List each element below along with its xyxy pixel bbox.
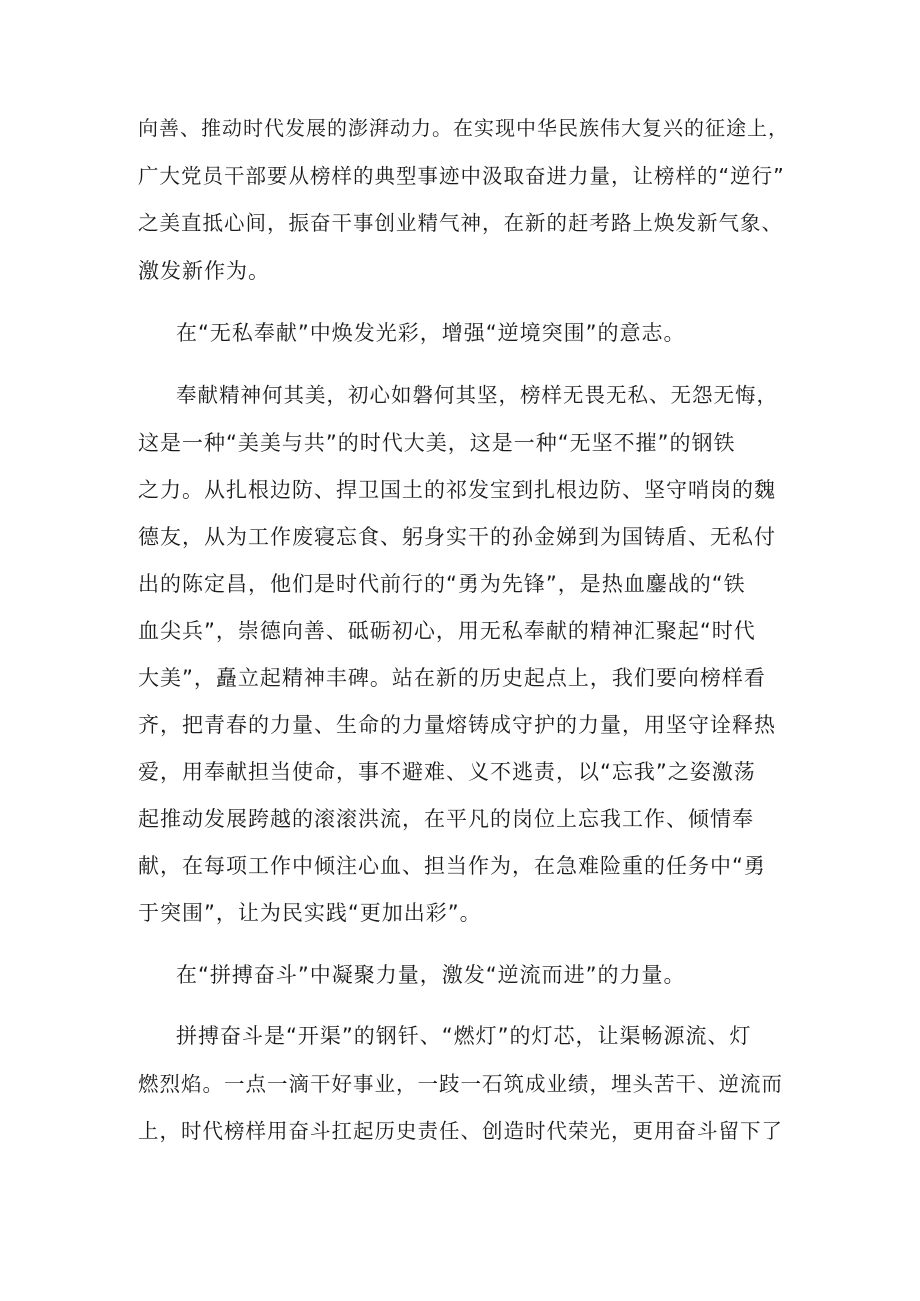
section-heading: 在“拼搏奋斗”中凝聚力量，激发“逆流而进”的力量。 — [176, 963, 686, 987]
text-line: 血尖兵”，崇德向善、砥砺初心，用无私奉献的精神汇聚起“时代 — [138, 619, 756, 643]
section-heading: 在“无私奉献”中焕发光彩，增强“逆境突围”的意志。 — [176, 321, 686, 345]
text-line: 献，在每项工作中倾注心血、担当作为，在急难险重的任务中“勇 — [138, 854, 766, 878]
text-line: 激发新作为。 — [138, 259, 270, 283]
text-line: 向善、推动时代发展的澎湃动力。在实现中华民族伟大复兴的征途上， — [138, 116, 789, 140]
text-line: 上，时代榜样用奋斗扛起历史责任、创造时代荣光，更用奋斗留下了 — [138, 1119, 783, 1143]
text-line: 广大党员干部要从榜样的典型事迹中汲取奋进力量，让榜样的“逆行” — [138, 164, 785, 188]
text-line: 齐，把青春的力量、生命的力量熔铸成守护的力量，用坚守诠释热 — [138, 713, 776, 737]
text-line: 爱，用奉献担当使命，事不避难、义不逃责，以“忘我”之姿激荡 — [138, 760, 756, 784]
text-line: 德友，从为工作废寝忘食、躬身实干的孙金娣到为国铸盾、无私付 — [138, 525, 776, 549]
text-line: 之力。从扎根边防、捍卫国土的祁发宝到扎根边防、坚守哨岗的魏 — [138, 478, 776, 502]
text-line: 出的陈定昌，他们是时代前行的“勇为先锋”，是热血鏖战的“铁 — [138, 572, 746, 596]
text-line: 于突围”，让为民实践“更加出彩”。 — [138, 901, 482, 925]
text-line: 这是一种“美美与共”的时代大美，这是一种“无坚不摧”的钢铁 — [138, 431, 736, 455]
text-line: 起推动发展跨越的滚滚洪流，在平凡的岗位上忘我工作、倾情奉 — [138, 807, 754, 831]
text-line: 奉献精神何其美，初心如磐何其坚，榜样无畏无私、无怨无悔， — [176, 383, 778, 407]
text-line: 燃烈焰。一点一滴干好事业，一跂一石筑成业绩，埋头苦干、逆流而 — [138, 1072, 783, 1096]
text-line: 大美”，矗立起精神丰碑。站在新的历史起点上，我们要向榜样看 — [138, 666, 766, 690]
text-line: 之美直抵心间，振奋干事创业精气神，在新的赶考路上焕发新气象、 — [138, 211, 783, 235]
text-line: 拼搏奋斗是“开渠”的钢钎、“燃灯”的灯芯，让渠畅源流、灯 — [176, 1024, 752, 1048]
